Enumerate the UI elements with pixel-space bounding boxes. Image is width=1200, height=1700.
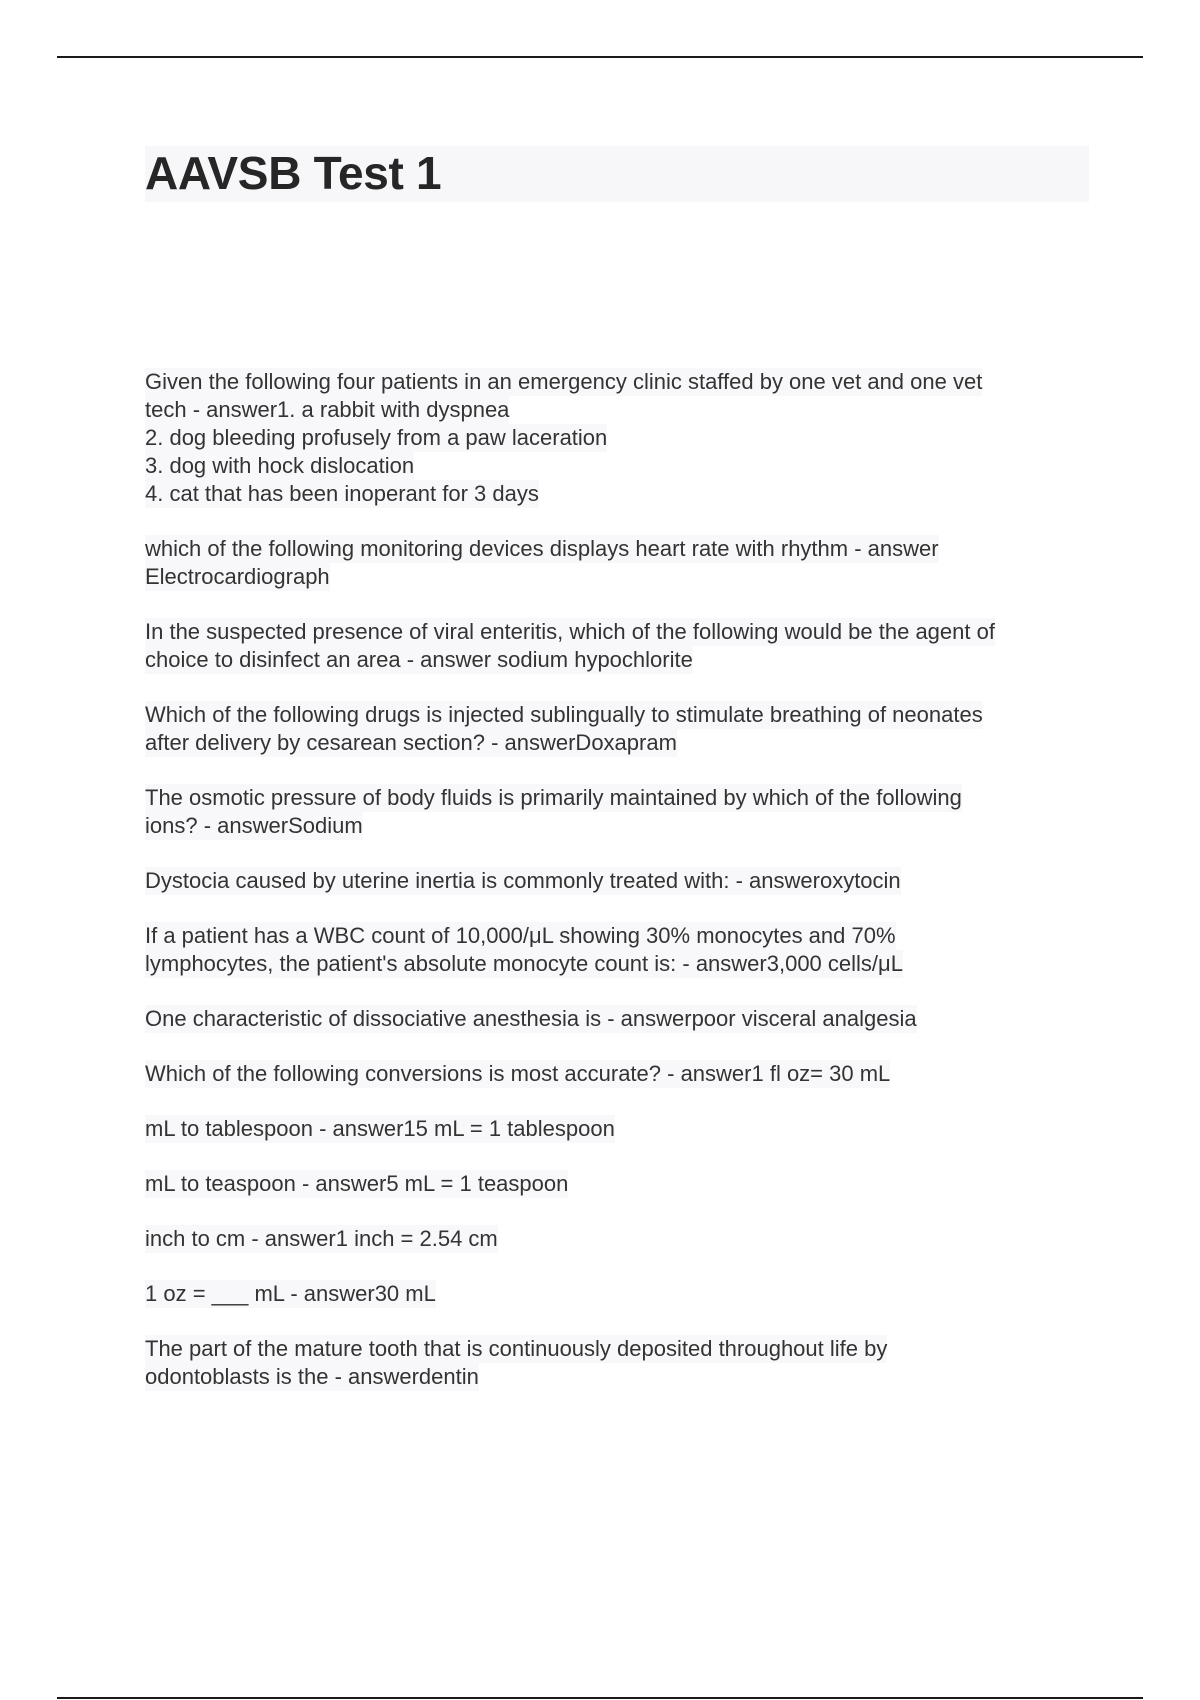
question-answer-list bbox=[145, 368, 1085, 1418]
qa-item bbox=[145, 1170, 1085, 1198]
qa-line: lymphocytes, the patient's absolute monocyte count is: - answer3,000 cells/μL bbox=[145, 951, 903, 976]
qa-line: choice to disinfect an area - answer sodium hypochlorite bbox=[145, 647, 693, 672]
qa-item bbox=[145, 1005, 1085, 1033]
page-title: AAVSB Test 1 bbox=[145, 147, 442, 199]
qa-line: ions? - answerSodium bbox=[145, 813, 363, 838]
qa-line: Dystocia caused by uterine inertia is commonly treated with: - answeroxytocin bbox=[145, 868, 901, 893]
qa-line: 2. dog bleeding profusely from a paw laceration bbox=[145, 425, 608, 450]
qa-line: tech - answer1. a rabbit with dyspnea bbox=[145, 397, 510, 422]
qa-line: inch to cm - answer1 inch = 2.54 cm bbox=[145, 1226, 498, 1251]
qa-line: which of the following monitoring devices displays heart rate with rhythm - answer bbox=[145, 536, 939, 561]
qa-line: The part of the mature tooth that is continuously deposited throughout life by bbox=[145, 1336, 888, 1361]
qa-line: after delivery by cesarean section? - answerDoxapram bbox=[145, 730, 677, 755]
qa-item bbox=[145, 1060, 1085, 1088]
qa-item bbox=[145, 535, 1085, 591]
qa-line: 1 oz = ___ mL - answer30 mL bbox=[145, 1281, 436, 1306]
qa-item bbox=[145, 867, 1085, 895]
qa-item bbox=[145, 1115, 1085, 1143]
qa-line: Given the following four patients in an emergency clinic staffed by one vet and one vet bbox=[145, 369, 983, 394]
qa-item bbox=[145, 1280, 1085, 1308]
qa-line: mL to tablespoon - answer15 mL = 1 tablespoon bbox=[145, 1116, 615, 1141]
qa-line: The osmotic pressure of body fluids is primarily maintained by which of the following bbox=[145, 785, 962, 810]
qa-item bbox=[145, 701, 1085, 757]
qa-line: One characteristic of dissociative anesthesia is - answerpoor visceral analgesia bbox=[145, 1006, 917, 1031]
qa-line: Which of the following conversions is most accurate? - answer1 fl oz= 30 mL bbox=[145, 1061, 891, 1086]
qa-item bbox=[145, 922, 1085, 978]
qa-line: mL to teaspoon - answer5 mL = 1 teaspoon bbox=[145, 1171, 569, 1196]
qa-line: In the suspected presence of viral enteritis, which of the following would be the agent of bbox=[145, 619, 995, 644]
qa-line: Electrocardiograph bbox=[145, 564, 330, 589]
top-divider bbox=[57, 56, 1143, 58]
qa-item bbox=[145, 1335, 1085, 1391]
qa-item bbox=[145, 1225, 1085, 1253]
qa-line: 4. cat that has been inoperant for 3 days bbox=[145, 481, 539, 506]
qa-item bbox=[145, 368, 1085, 508]
qa-line: Which of the following drugs is injected sublingually to stimulate breathing of neonates bbox=[145, 702, 983, 727]
qa-item bbox=[145, 618, 1085, 674]
bottom-divider bbox=[57, 1697, 1143, 1699]
qa-item bbox=[145, 784, 1085, 840]
qa-line: If a patient has a WBC count of 10,000/μL showing 30% monocytes and 70% bbox=[145, 923, 896, 948]
qa-line: 3. dog with hock dislocation bbox=[145, 453, 415, 478]
qa-line: odontoblasts is the - answerdentin bbox=[145, 1364, 479, 1389]
